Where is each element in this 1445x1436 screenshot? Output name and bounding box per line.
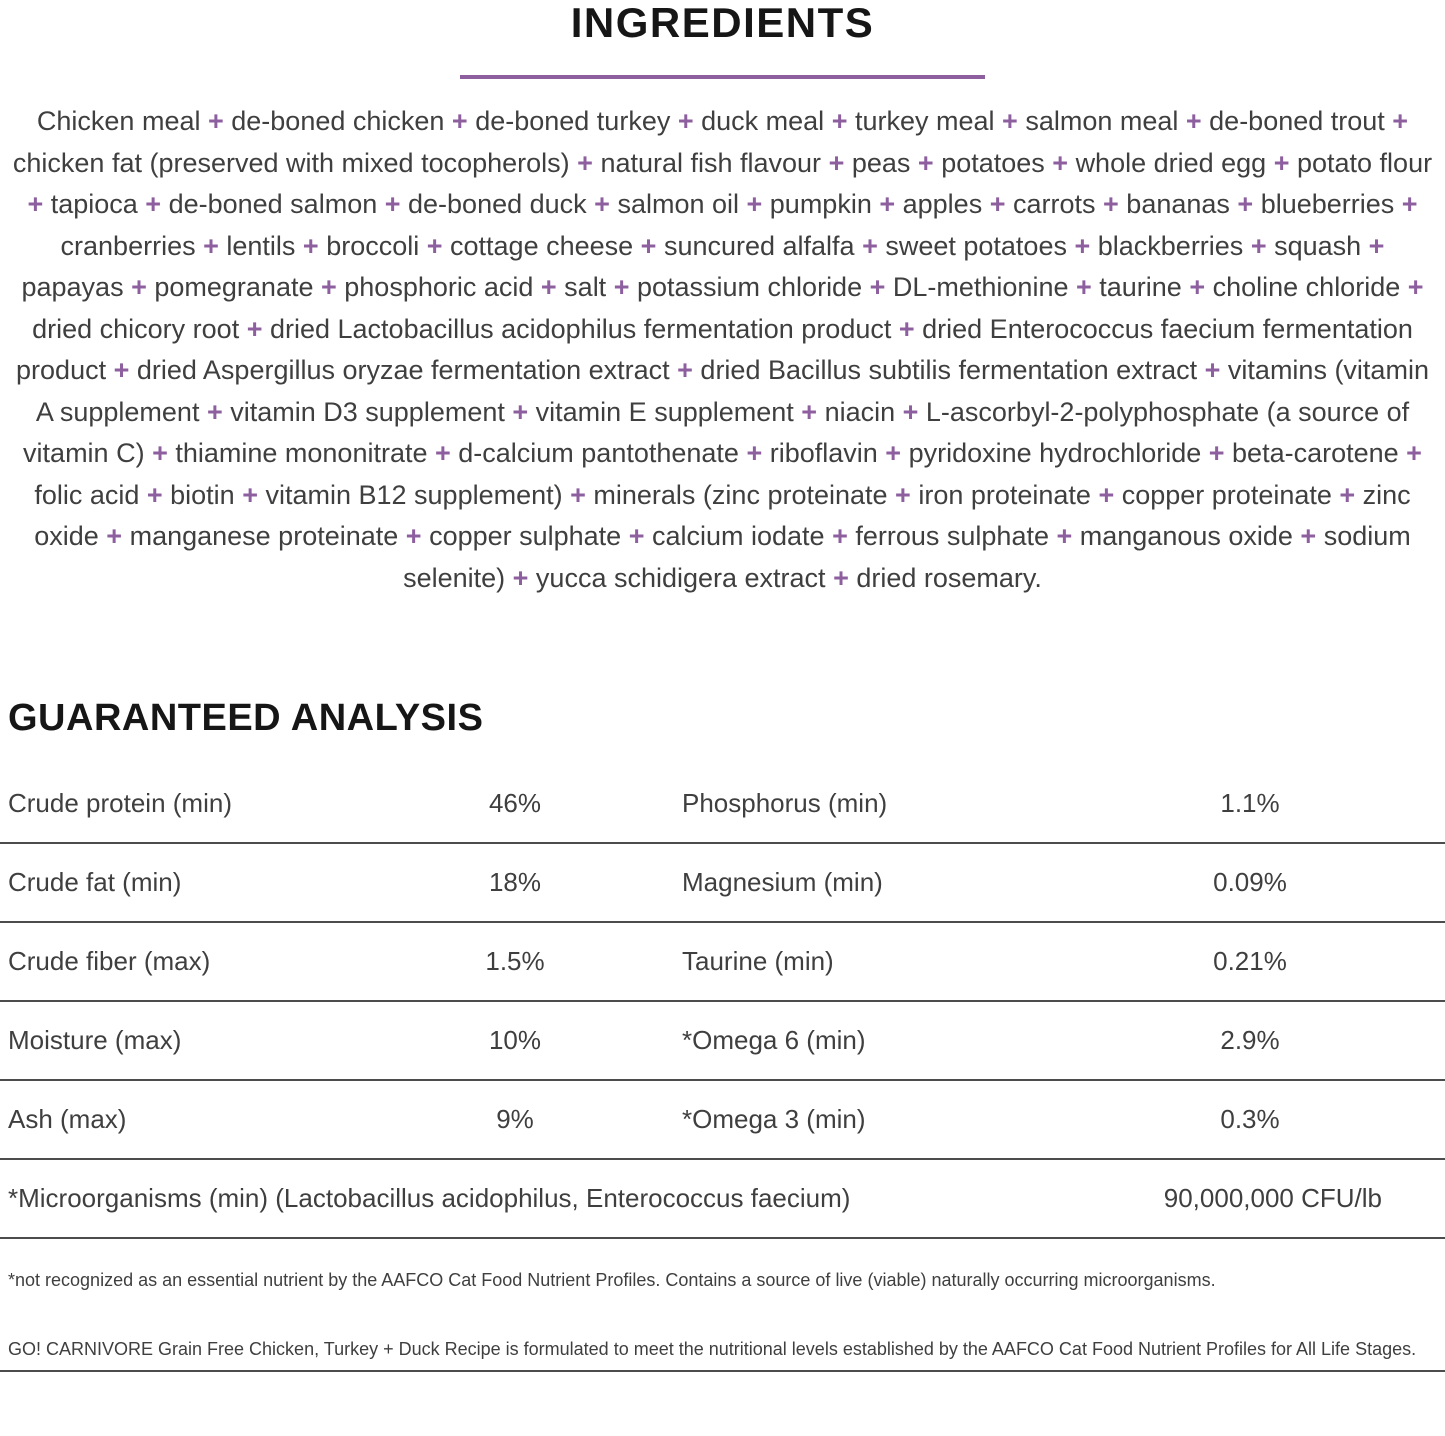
nutrient-value: 18% <box>488 866 542 897</box>
plus-separator: + <box>1068 272 1100 302</box>
plus-separator: + <box>633 230 664 261</box>
nutrient-value: 10% <box>488 1024 542 1055</box>
plus-separator: + <box>621 521 652 551</box>
guaranteed-analysis-title: GUARANTEED ANALYSIS <box>8 697 484 739</box>
nutrient-value: 0.3% <box>1220 1103 1280 1134</box>
plus-separator: + <box>234 479 266 510</box>
plus-separator: + <box>1066 230 1098 261</box>
bottom-divider <box>0 1370 1445 1372</box>
plus-separator: + <box>1090 479 1122 510</box>
plus-separator: + <box>199 396 231 427</box>
nutrient-label: *Omega 3 (min) <box>682 1103 866 1134</box>
plus-separator: + <box>862 272 893 302</box>
footnote-formulation: GO! CARNIVORE Grain Free Chicken, Turkey + Duck Recipe is formulated to meet the nutritional levels established by the AAFCO Cat Food Nutrient Profiles for All Life Stages. <box>8 1338 1417 1359</box>
plus-separator: + <box>139 479 171 510</box>
nutrient-value: 1.5% <box>485 945 545 976</box>
nutrient-value: 9% <box>496 1103 534 1134</box>
plus-separator: + <box>295 230 327 261</box>
ingredients-list: Chicken meal + de-boned chicken + de-boned turkey + duck meal + turkey meal + salmon meal + de-boned trout + chicken fat (preserved with mixed tocopherols) + natural fish flavour + peas + potatoes + whole dried egg + potato flour + tapioca + de-boned salmon + de-boned duck + salmon oil + pumpkin + apples + carrots + bananas + blueberries + cranberries + lentils + broccoli + cottage cheese + suncured alfalfa + sweet potatoes + blackberries + squash + papayas + pomegranate + phosphoric acid + salt + potassium chloride + DL-methionine + taurine + choline chloride + dried chicory root + dried Lactobacillus acidophilus fermentation product + dried Enterococcus faecium fermentation product + dried Aspergillus oryzae fermentation extract + dried Bacillus subtilis fermentation extract + vitamins (vitamin A supplement + vitamin D3 supplement + vitamin E supplement + niacin + L-ascorbyl-2-polyphosphate (a source of vitamin C) + thiamine mononitrate + d-calcium pantothenate + riboflavin + pyridoxine hydrochloride + beta-carotene + folic acid + biotin + vitamin B12 supplement) + minerals (zinc proteinate + iron proteinate + copper proteinate + zinc oxide + manganese proteinate + copper sulphate + calcium iodate + ferrous sulphate + manganous oxide + sodium selenite) + yucca schidigera extract + dried rosemary. <box>12 106 1433 593</box>
plus-separator: + <box>1331 479 1363 510</box>
plus-separator: + <box>739 189 770 219</box>
analysis-row-fiber-taurine <box>0 923 1445 1002</box>
plus-separator: + <box>824 106 855 136</box>
nutrient-label: Magnesium (min) <box>682 866 883 897</box>
plus-separator: + <box>871 189 903 219</box>
plus-separator: + <box>1243 230 1275 261</box>
nutrient-label: Crude protein (min) <box>8 787 232 818</box>
plus-separator: + <box>669 355 701 385</box>
footnote-aafco-nutrient: *not recognized as an essential nutrient by the AAFCO Cat Food Nutrient Profiles. Contains a source of live (viable) naturally occurring microorganisms. <box>8 1269 1216 1290</box>
analysis-row-fat-magnesium <box>0 844 1445 923</box>
plus-separator: + <box>1266 147 1297 178</box>
plus-separator: + <box>195 230 227 261</box>
nutrient-value: 0.21% <box>1213 945 1287 976</box>
plus-separator: + <box>1197 355 1228 385</box>
plus-separator: + <box>200 106 232 136</box>
guaranteed-analysis-table <box>0 765 1445 1239</box>
plus-separator: + <box>398 521 430 551</box>
plus-separator: + <box>569 147 601 178</box>
nutrient-value: 1.1% <box>1220 787 1280 818</box>
microorganisms-label: *Microorganisms (min) (Lactobacillus acidophilus, Enterococcus faecium) <box>8 1182 851 1213</box>
plus-separator: + <box>1400 272 1424 302</box>
nutrient-label: Taurine (min) <box>682 945 834 976</box>
plus-separator: + <box>854 230 886 261</box>
plus-separator: + <box>106 355 137 385</box>
plus-separator: + <box>891 313 923 344</box>
plus-separator: + <box>670 106 702 136</box>
plus-separator: + <box>313 272 345 302</box>
plus-separator: + <box>562 479 594 510</box>
plus-separator: + <box>877 438 909 468</box>
plus-separator: + <box>994 106 1026 136</box>
plus-separator: + <box>1229 189 1261 219</box>
plus-separator: + <box>1384 106 1409 136</box>
nutrient-label: Crude fat (min) <box>8 866 182 897</box>
nutrient-label: Ash (max) <box>8 1103 127 1134</box>
plus-separator: + <box>1361 230 1385 261</box>
plus-separator: + <box>1095 189 1127 219</box>
plus-separator: + <box>419 230 451 261</box>
nutrient-label: Phosphorus (min) <box>682 787 888 818</box>
microorganisms-row <box>0 1160 1445 1239</box>
plus-separator: + <box>144 438 176 468</box>
nutrient-label: Moisture (max) <box>8 1024 182 1055</box>
plus-separator: + <box>427 438 459 468</box>
plus-separator: + <box>377 189 409 219</box>
plus-separator: + <box>887 479 919 510</box>
plus-separator: + <box>123 272 155 302</box>
plus-separator: + <box>1044 147 1076 178</box>
plus-separator: + <box>27 189 51 219</box>
analysis-row-moisture-omega6 <box>0 1002 1445 1081</box>
plus-separator: + <box>1178 106 1210 136</box>
analysis-row-ash-omega3 <box>0 1081 1445 1160</box>
plus-separator: + <box>239 313 270 344</box>
nutrient-value: 0.09% <box>1213 866 1287 897</box>
ingredients-title: INGREDIENTS <box>570 0 875 46</box>
plus-separator: + <box>1398 438 1422 468</box>
nutrient-value: 46% <box>488 787 542 818</box>
title-divider <box>460 75 985 79</box>
nutrient-value: 2.9% <box>1220 1024 1280 1055</box>
plus-separator: + <box>586 189 618 219</box>
plus-separator: + <box>1394 189 1418 219</box>
plus-separator: + <box>505 562 536 593</box>
plus-separator: + <box>137 189 169 219</box>
plus-separator: + <box>1048 521 1080 551</box>
plus-separator: + <box>444 106 476 136</box>
plus-separator: + <box>1201 438 1233 468</box>
plus-separator: + <box>910 147 942 178</box>
plus-separator: + <box>895 396 926 427</box>
plus-separator: + <box>738 438 770 468</box>
nutrient-label: Crude fiber (max) <box>8 945 211 976</box>
plus-separator: + <box>1181 272 1213 302</box>
plus-separator: + <box>533 272 565 302</box>
plus-separator: + <box>825 562 857 593</box>
plus-separator: + <box>793 396 825 427</box>
plus-separator: + <box>824 521 856 551</box>
plus-separator: + <box>982 189 1013 219</box>
microorganisms-value: 90,000,000 CFU/lb <box>1163 1182 1382 1213</box>
plus-separator: + <box>504 396 536 427</box>
nutrient-label: *Omega 6 (min) <box>682 1024 866 1055</box>
plus-separator: + <box>821 147 852 178</box>
plus-separator: + <box>98 521 130 551</box>
plus-separator: + <box>1292 521 1324 551</box>
plus-separator: + <box>606 272 637 302</box>
analysis-row-protein-phosphorus <box>0 765 1445 844</box>
